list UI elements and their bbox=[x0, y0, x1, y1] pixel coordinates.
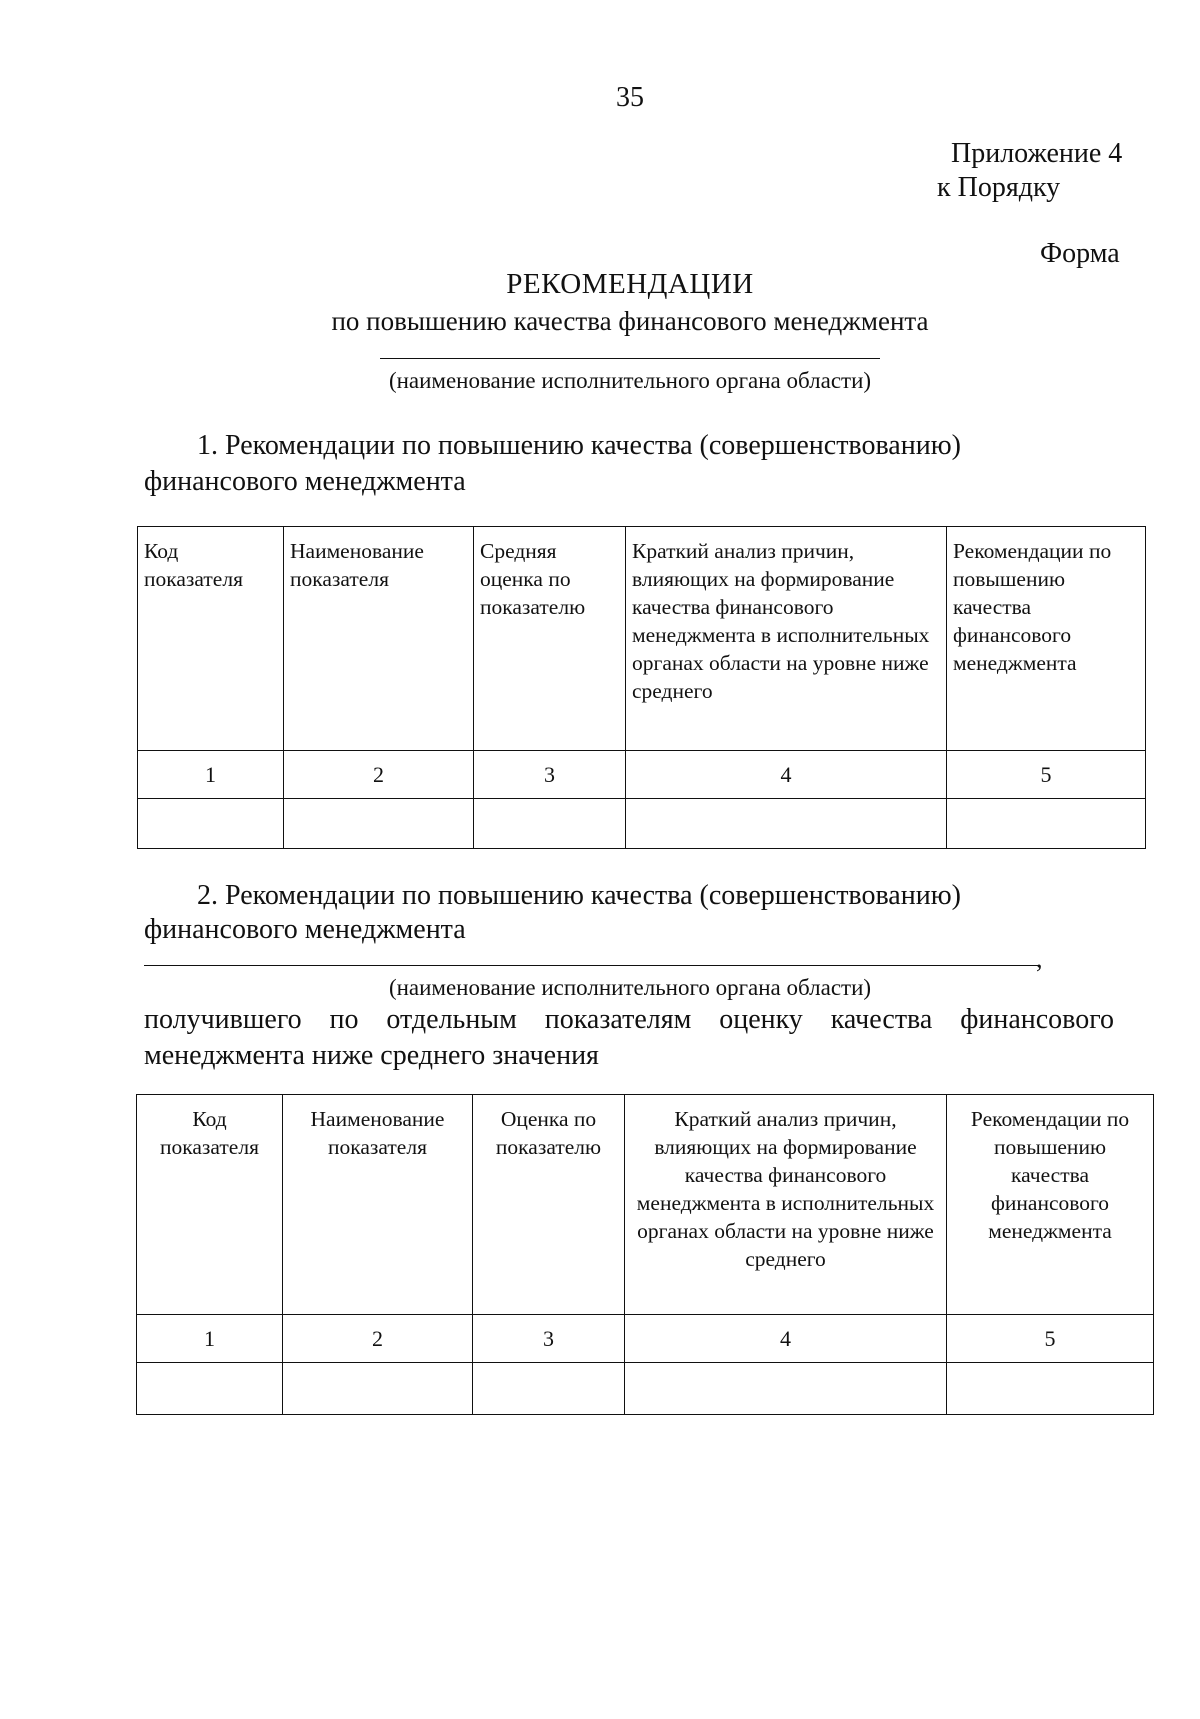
empty-cell[interactable] bbox=[138, 799, 284, 849]
header-score: Оценка по показателю bbox=[473, 1095, 625, 1315]
column-number: 3 bbox=[473, 1315, 625, 1363]
section1-heading: 1. Рекомендации по повышению качества (совершенствованию) bbox=[197, 430, 961, 461]
header-name: Наименование показателя bbox=[283, 1095, 473, 1315]
header-name: Наименование показателя bbox=[284, 527, 474, 751]
blank-line-comma: , bbox=[1036, 944, 1043, 973]
form-label: Форма bbox=[1040, 238, 1120, 269]
empty-cell[interactable] bbox=[625, 1363, 947, 1415]
column-number: 4 bbox=[626, 751, 947, 799]
header-code: Код показателя bbox=[138, 527, 284, 751]
column-number: 1 bbox=[137, 1315, 283, 1363]
table-empty-row bbox=[137, 1363, 1154, 1415]
org-name-caption: (наименование исполнительного органа области) bbox=[388, 975, 872, 1000]
table-header-row bbox=[138, 527, 1146, 751]
column-number: 4 bbox=[625, 1315, 947, 1363]
column-number: 1 bbox=[138, 751, 284, 799]
header-analysis: Краткий анализ причин, влияющих на формирование качества финансового менеджмента в исполнительных органах области на уровне ниже среднего bbox=[625, 1095, 947, 1315]
column-number: 2 bbox=[284, 751, 474, 799]
column-number: 3 bbox=[474, 751, 626, 799]
header-score: Средняя оценка по показателю bbox=[474, 527, 626, 751]
document-title: РЕКОМЕНДАЦИИ bbox=[506, 268, 754, 300]
appendix-order-label: к Порядку bbox=[937, 172, 1061, 203]
empty-cell[interactable] bbox=[284, 799, 474, 849]
header-code: Код показателя bbox=[137, 1095, 283, 1315]
header-recommendations: Рекомендации по повышению качества финансового менеджмента bbox=[947, 527, 1146, 751]
section1-table bbox=[137, 526, 1146, 849]
section2-heading: 2. Рекомендации по повышению качества (совершенствованию) bbox=[197, 880, 961, 911]
document-subtitle: по повышению качества финансового менеджмента bbox=[331, 306, 929, 336]
column-number: 2 bbox=[283, 1315, 473, 1363]
empty-cell[interactable] bbox=[626, 799, 947, 849]
page-number: 35 bbox=[616, 82, 644, 113]
section2-heading-cont: финансового менеджмента bbox=[144, 914, 466, 945]
org-name-blank-line[interactable] bbox=[144, 965, 1039, 966]
header-analysis: Краткий анализ причин, влияющих на формирование качества финансового менеджмента в исполнительных органах области на уровне ниже среднего bbox=[626, 527, 947, 751]
empty-cell[interactable] bbox=[947, 799, 1146, 849]
table-number-row bbox=[137, 1315, 1154, 1363]
org-name-blank-line[interactable] bbox=[380, 358, 880, 359]
org-name-caption: (наименование исполнительного органа области) bbox=[388, 368, 872, 393]
empty-cell[interactable] bbox=[947, 1363, 1154, 1415]
table-number-row bbox=[138, 751, 1146, 799]
section2-body-text: получившего по отдельным показателям оценку качества финансового bbox=[144, 1004, 1114, 1035]
section2-body-text-cont: менеджмента ниже среднего значения bbox=[144, 1040, 599, 1071]
empty-cell[interactable] bbox=[283, 1363, 473, 1415]
empty-cell[interactable] bbox=[473, 1363, 625, 1415]
appendix-label: Приложение 4 bbox=[951, 138, 1123, 169]
table-empty-row bbox=[138, 799, 1146, 849]
section1-heading-cont: финансового менеджмента bbox=[144, 466, 466, 497]
empty-cell[interactable] bbox=[474, 799, 626, 849]
column-number: 5 bbox=[947, 751, 1146, 799]
section2-table bbox=[136, 1094, 1154, 1415]
empty-cell[interactable] bbox=[137, 1363, 283, 1415]
header-recommendations: Рекомендации по повышению качества финансового менеджмента bbox=[947, 1095, 1154, 1315]
table-header-row bbox=[137, 1095, 1154, 1315]
column-number: 5 bbox=[947, 1315, 1154, 1363]
